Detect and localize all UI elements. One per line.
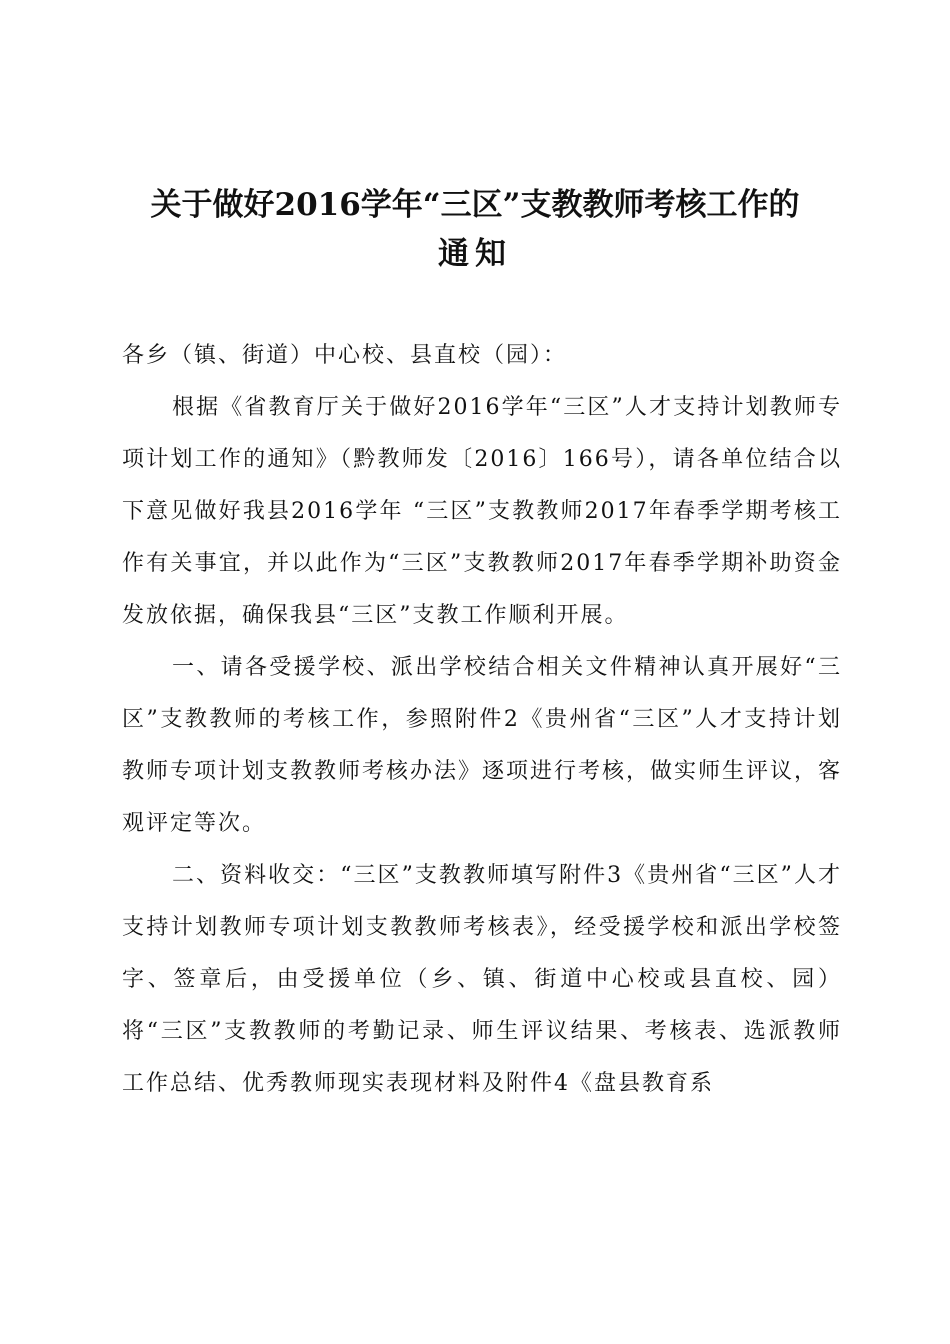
paragraph-item-1: 一、请各受援学校、派出学校结合相关文件精神认真开展好“三区”支教教师的考核工作，参照附件2《贵州省“三区”人才支持计划教师专项计划支教教师考核办法》逐项进行考核，做实师生评议，客观评定等次。	[122, 655, 843, 836]
paragraph-item-2: 二、资料收交：“三区”支教教师填写附件3《贵州省“三区”人才支持计划教师专项计划支教教师考核表》，经受援学校和派出学校签字、签章后，由受援单位（乡、镇、街道中心校或县直校、园）将“三区”支教教师的考勤记录、师生评议结果、考核表、选派教师工作总结、优秀教师现实表现材料及附件4《盘县教育系	[122, 863, 842, 1096]
document-body	[122, 330, 842, 1110]
paragraph-intro: 根据《省教育厅关于做好2016学年“三区”人才支持计划教师专项计划工作的通知》（黔教师发〔2016〕166号），请各单位结合以下意见做好我县2016学年 “三区”支教教师2017年春季学期考核工作有关事宜，并以此作为“三区”支教教师2017年春季学期补助资金发放依据，确保我县“三区”支教工作顺利开展。	[122, 395, 842, 628]
document-title-line-2: 通知	[438, 236, 512, 272]
salutation: 各乡（镇、街道）中心校、县直校（园）：	[122, 343, 568, 368]
document-title-line-1: 关于做好2016学年“三区”支教教师考核工作的	[150, 187, 800, 223]
